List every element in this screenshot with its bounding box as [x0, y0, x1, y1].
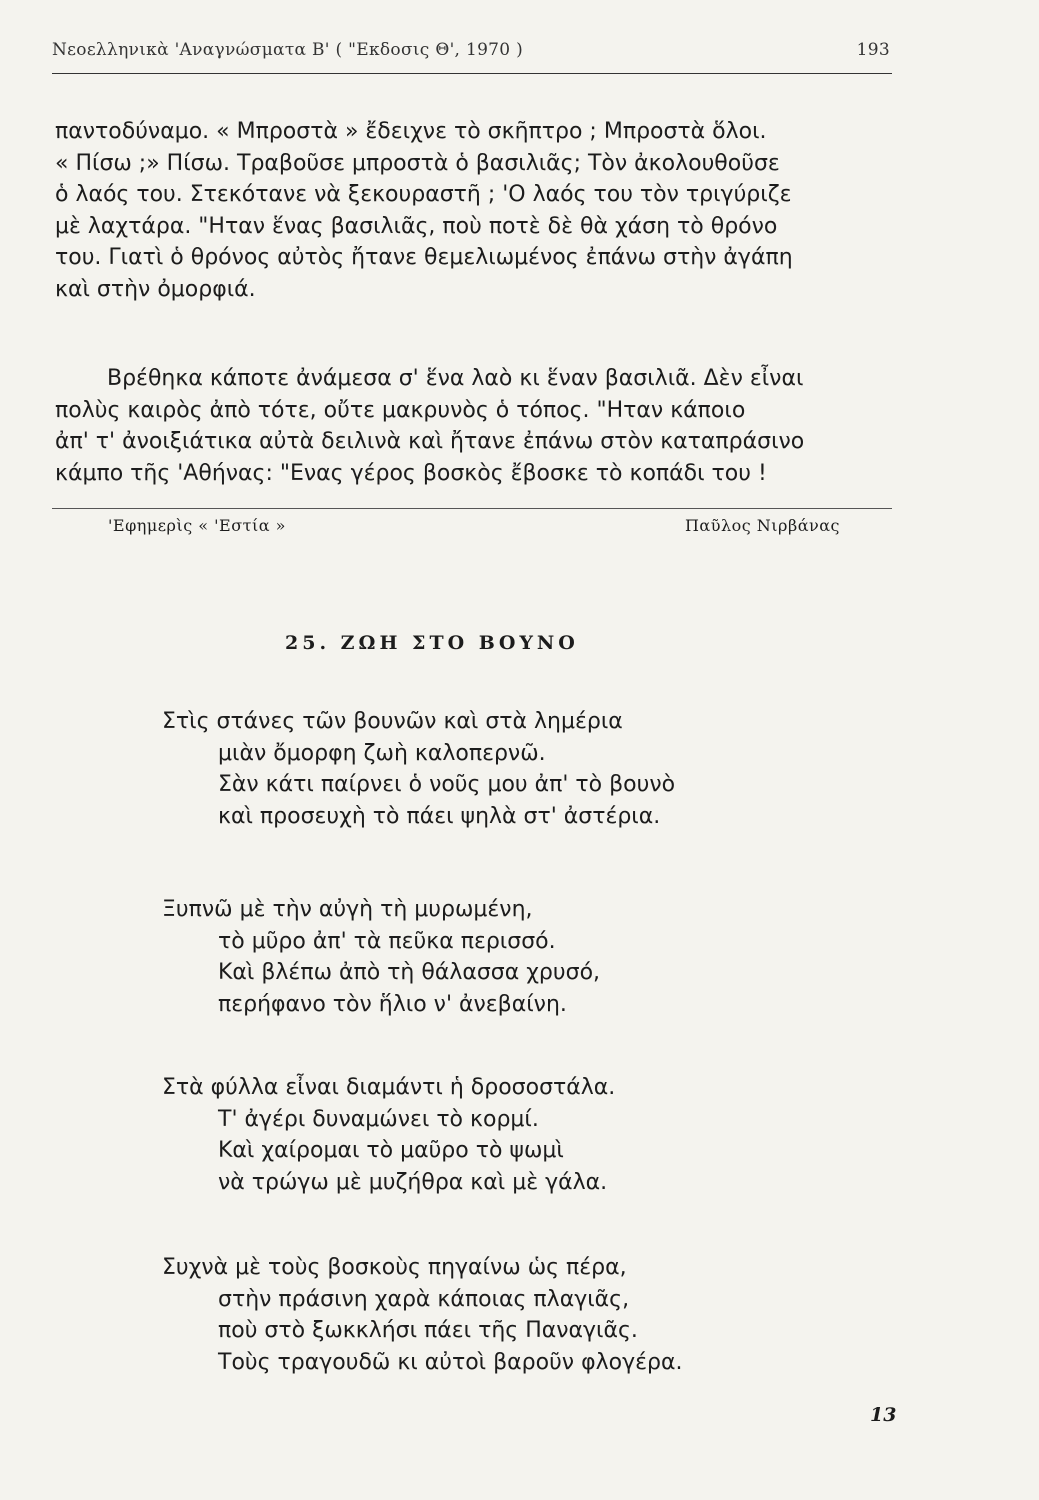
- prose-line: « Πίσω ;» Πίσω. Τραβοῦσε μπροστὰ ὁ βασιλιᾶς; Τὸν ἀκολουθοῦσε: [55, 150, 780, 176]
- stanza-3: [162, 1072, 615, 1198]
- verse-line: νὰ τρώγω μὲ μυζήθρα καὶ μὲ γάλα.: [218, 1169, 608, 1195]
- signature-number: 13: [870, 1404, 897, 1426]
- verse-line: Στὰ φύλλα εἶναι διαμάντι ἡ δροσοστάλα.: [162, 1075, 616, 1100]
- prose-line: καὶ στὴν ὀμορφιά.: [55, 276, 256, 302]
- verse-line: Καὶ χαίρομαι τὸ μαῦρο τὸ ψωμὶ: [218, 1138, 564, 1163]
- verse-line: Συχνὰ μὲ τοὺς βοσκοὺς πηγαίνω ὡς πέρα,: [162, 1255, 627, 1280]
- header-rule: [52, 73, 892, 74]
- verse-line: μιὰν ὄμορφη ζωὴ καλοπερνῶ.: [218, 740, 546, 766]
- prose-line: παντοδύναμο. « Μπροστὰ » ἔδειχνε τὸ σκῆπτρο ; Μπροστὰ ὅλοι.: [55, 119, 767, 144]
- verse-line: στὴν πράσινη χαρὰ κάποιας πλαγιᾶς,: [218, 1286, 630, 1312]
- running-title: Νεοελληνικὰ 'Αναγνώσματα Β' ( "Εκδοσις Θ', 1970 ): [52, 40, 524, 60]
- running-head: [52, 40, 890, 60]
- attribution-rule: [52, 508, 892, 509]
- verse-line: Τ' ἀγέρι δυναμώνει τὸ κορμί.: [218, 1106, 539, 1132]
- stanza-4: [162, 1252, 682, 1378]
- page-number-top: 193: [856, 40, 890, 60]
- prose-line: του. Γιατὶ ὁ θρόνος αὐτὸς ἤτανε θεμελιωμένος ἐπάνω στὴν ἀγάπη: [55, 245, 793, 270]
- prose-paragraph-2: [55, 363, 895, 489]
- verse-line: περήφανο τὸν ἥλιο ν' ἀνεβαίνη.: [218, 991, 567, 1017]
- prose-line: Βρέθηκα κάποτε ἀνάμεσα σ' ἕνα λαὸ κι ἕναν βασιλιᾶ. Δὲν εἶναι: [107, 366, 804, 391]
- prose-line: μὲ λαχτάρα. "Ηταν ἕνας βασιλιᾶς, ποὺ ποτὲ δὲ θὰ χάση τὸ θρόνο: [55, 213, 778, 239]
- verse-line: Τοὺς τραγουδῶ κι αὐτοὶ βαροῦν φλογέρα.: [218, 1349, 683, 1375]
- prose-line: ὁ λαός του. Στεκότανε νὰ ξεκουραστῆ ; 'Ο λαός του τὸν τριγύριζε: [55, 182, 792, 207]
- author-name: Παῦλος Νιρβάνας: [684, 516, 840, 535]
- verse-line: καὶ προσευχὴ τὸ πάει ψηλὰ στ' ἀστέρια.: [218, 803, 661, 829]
- verse-line: Σὰν κάτι παίρνει ὁ νοῦς μου ἀπ' τὸ βουνὸ: [218, 772, 676, 797]
- prose-paragraph-1: [55, 116, 895, 305]
- prose-line: πολὺς καιρὸς ἀπὸ τότε, οὔτε μακρυνὸς ὁ τόπος. "Ηταν κάποιο: [55, 397, 746, 423]
- stanza-1: [162, 706, 675, 832]
- verse-line: Στὶς στάνες τῶν βουνῶν καὶ στὰ λημέρια: [162, 709, 623, 734]
- verse-line: ποὺ στὸ ξωκκλήσι πάει τῆς Παναγιᾶς.: [218, 1318, 638, 1343]
- verse-line: Καὶ βλέπω ἀπὸ τὴ θάλασσα χρυσό,: [218, 960, 601, 985]
- prose-line: κάμπο τῆς 'Αθήνας: "Ενας γέρος βοσκὸς ἔβοσκε τὸ κοπάδι του !: [55, 460, 767, 486]
- poem-title: 25. ΖΩΗ ΣΤΟ ΒΟΥΝΟ: [285, 632, 579, 654]
- stanza-2: [162, 894, 600, 1020]
- verse-line: τὸ μῦρο ἀπ' τὰ πεῦκα περισσό.: [218, 928, 556, 954]
- verse-line: Ξυπνῶ μὲ τὴν αὐγὴ τὴ μυρωμένη,: [162, 897, 533, 922]
- attribution: [108, 516, 840, 535]
- source-label: 'Εφημερὶς « 'Εστία »: [108, 516, 286, 535]
- prose-line: ἀπ' τ' ἀνοιξιάτικα αὐτὰ δειλινὰ καὶ ἤτανε ἐπάνω στὸν καταπράσινο: [55, 429, 805, 454]
